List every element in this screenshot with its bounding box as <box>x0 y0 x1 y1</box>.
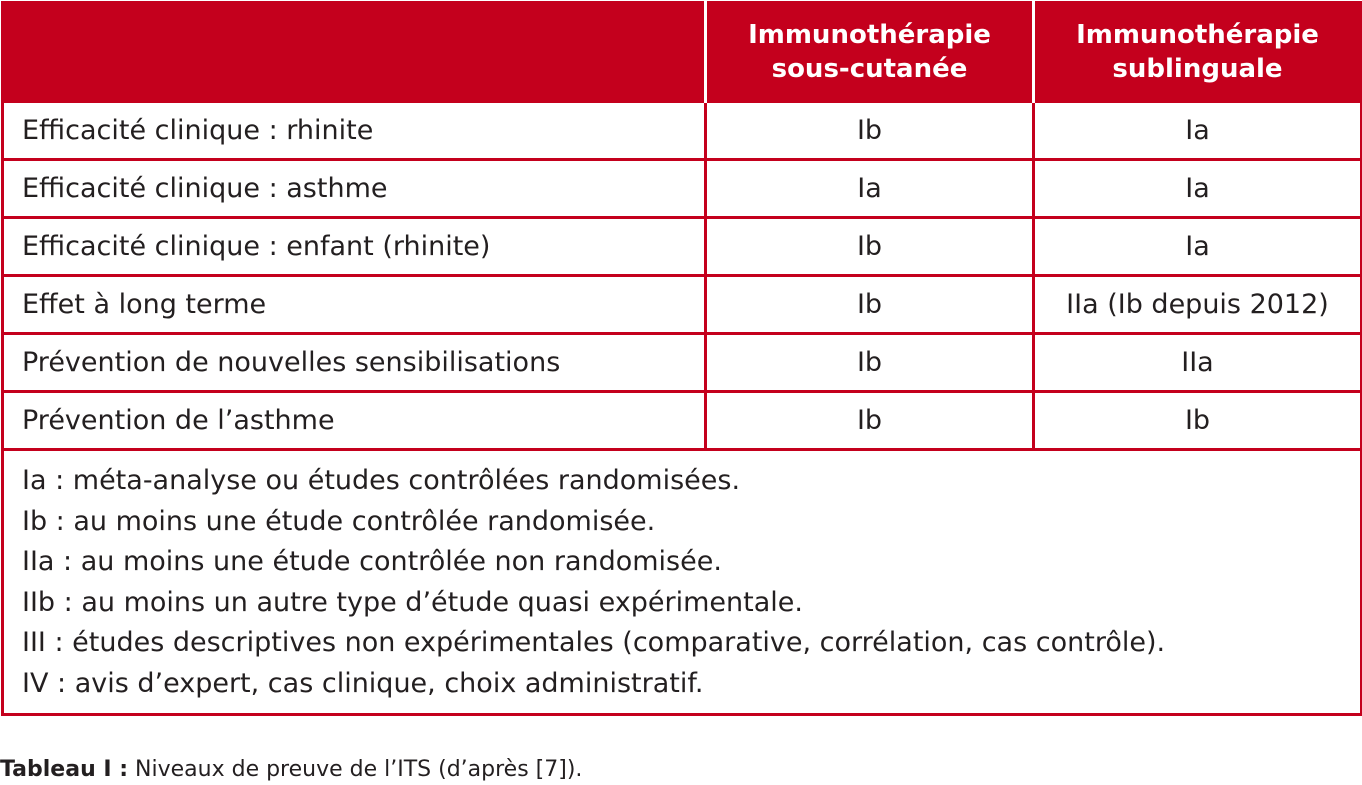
table-row <box>3 102 1362 160</box>
sublinguale-cell: Ib <box>1034 392 1362 450</box>
legend-line-iv: IV : avis d’expert, cas clinique, choix administratif. <box>22 667 704 699</box>
table-header-row <box>3 3 1362 102</box>
criterion-cell: Efficacité clinique : asthme <box>3 160 706 218</box>
legend-line-ia: Ia : méta-analyse ou études contrôlées randomisées. <box>22 465 741 496</box>
criterion-cell: Prévention de l’asthme <box>3 392 706 450</box>
sublinguale-cell: Ia <box>1034 218 1362 276</box>
sublinguale-cell: Ia <box>1034 160 1362 218</box>
legend-line-iib: IIb : au moins un autre type d’étude quasi expérimentale. <box>22 586 803 618</box>
table-row <box>3 218 1362 276</box>
criterion-cell: Efficacité clinique : enfant (rhinite) <box>3 218 706 276</box>
sublinguale-cell: IIa <box>1034 334 1362 392</box>
table-row <box>3 334 1362 392</box>
table-row <box>3 160 1362 218</box>
legend-line-iii: III : études descriptives non expérimentales (comparative, corrélation, cas contrôle). <box>22 627 1166 658</box>
header-cell-sublinguale: Immunothérapie sublinguale <box>1034 3 1362 102</box>
evidence-levels-table <box>1 1 1362 716</box>
sublinguale-cell: Ia <box>1034 102 1362 160</box>
legend-row <box>3 450 1362 715</box>
legend-cell <box>3 450 1362 715</box>
legend-line-iia: IIa : au moins une étude contrôlée non randomisée. <box>22 546 722 577</box>
sublinguale-cell: IIa (Ib depuis 2012) <box>1034 276 1362 334</box>
header-cell-criterion <box>3 3 706 102</box>
sous-cutanee-cell: Ib <box>706 276 1034 334</box>
caption-prefix: Tableau I : <box>0 757 129 782</box>
criterion-cell: Effet à long terme <box>3 276 706 334</box>
sous-cutanee-cell: Ib <box>706 102 1034 160</box>
header-cell-sous-cutanee: Immunothérapie sous-cutanée <box>706 3 1034 102</box>
legend-line-ib: Ib : au moins une étude contrôlée randomisée. <box>22 505 656 537</box>
table-caption <box>0 756 582 784</box>
table-row <box>3 276 1362 334</box>
criterion-cell: Prévention de nouvelles sensibilisations <box>3 334 706 392</box>
sous-cutanee-cell: Ib <box>706 392 1034 450</box>
sous-cutanee-cell: Ia <box>706 160 1034 218</box>
sous-cutanee-cell: Ib <box>706 334 1034 392</box>
caption-text: Niveaux de preuve de l’ITS (d’après [7]). <box>128 757 583 782</box>
table-row <box>3 392 1362 450</box>
sous-cutanee-cell: Ib <box>706 218 1034 276</box>
criterion-cell: Efficacité clinique : rhinite <box>3 102 706 160</box>
